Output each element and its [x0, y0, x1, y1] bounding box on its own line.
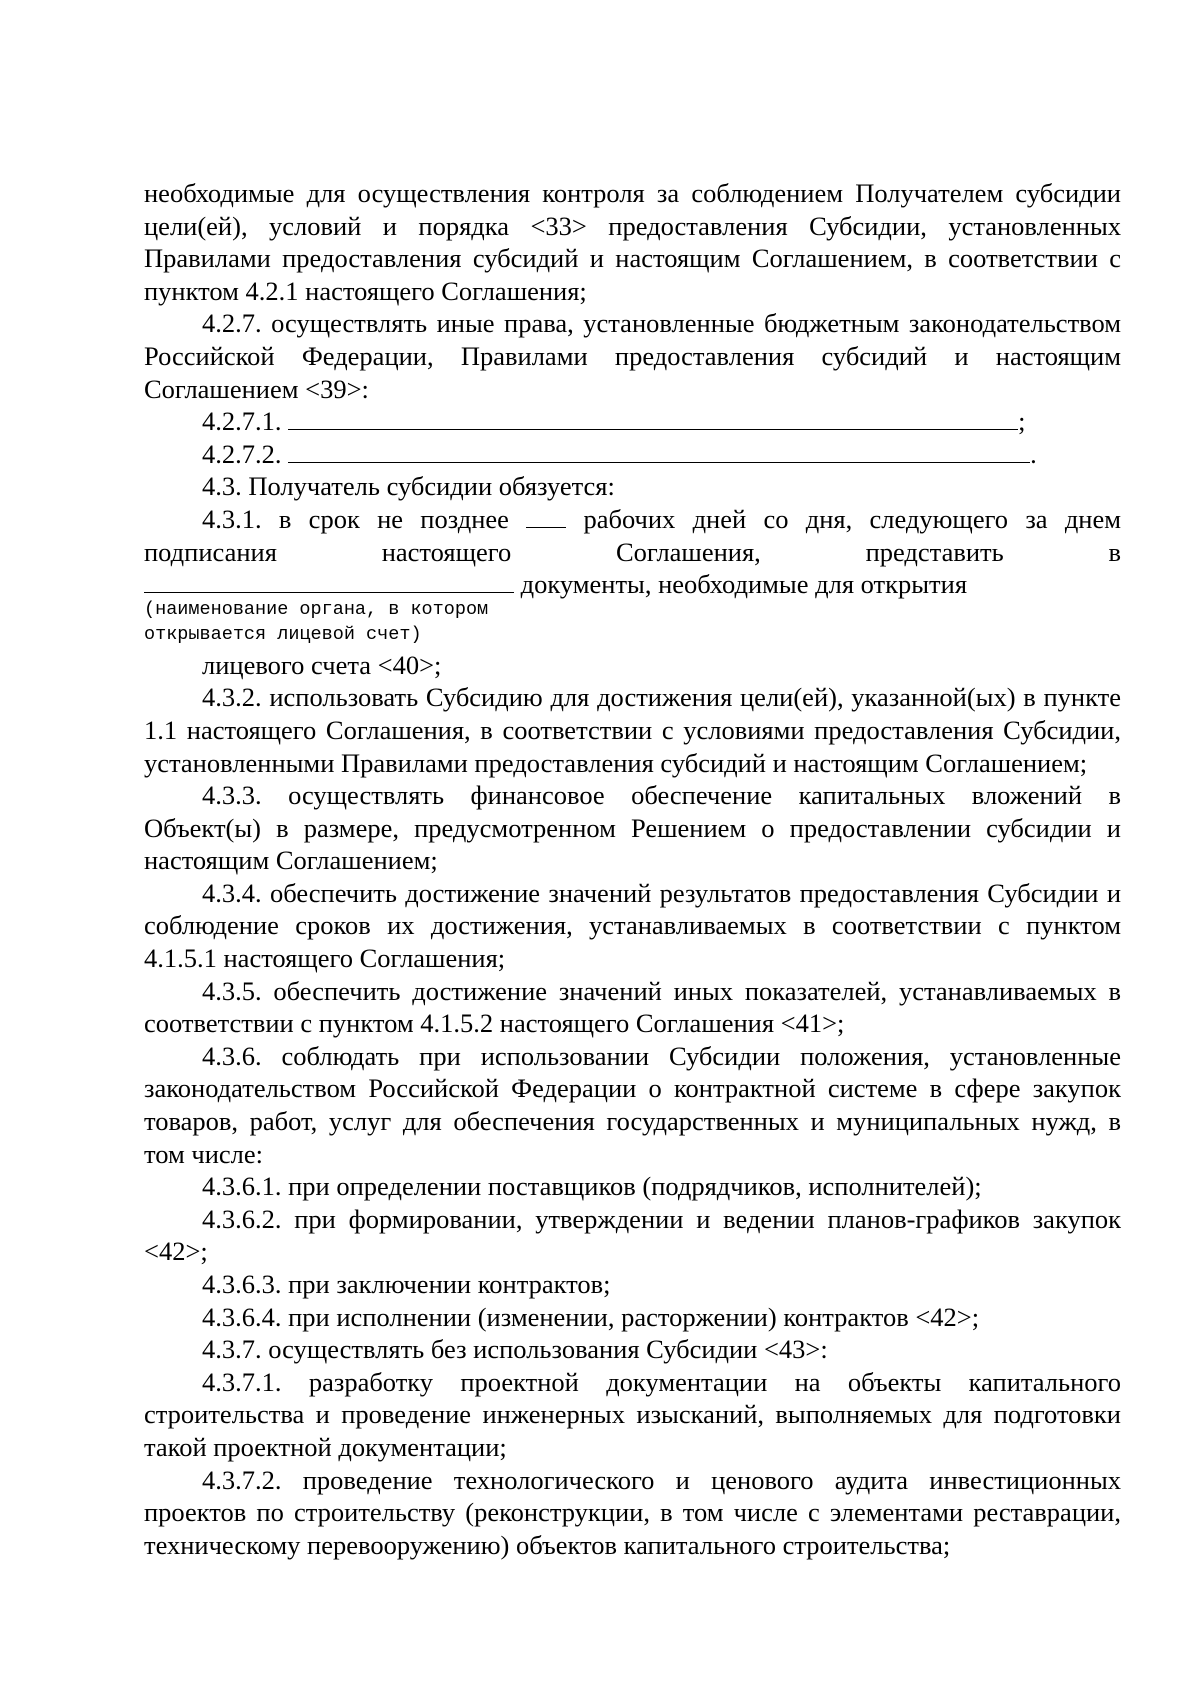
blank-fill-line	[288, 405, 1018, 430]
item-label: 4.2.7.2.	[202, 438, 282, 469]
paragraph-4-2-7-1	[144, 405, 1121, 438]
paragraph-4-3-1-line2: подписания настоящего Соглашения, представить в	[144, 536, 1121, 567]
blank-days-line	[526, 503, 566, 528]
paragraph-4-3-5: 4.3.5. обеспечить достижение значений иных показателей, устанавливаемых в соответствии с пунктом 4.1.5.2 настоящего Соглашения <41>;	[144, 975, 1121, 1039]
blank-organ-line	[144, 568, 514, 593]
blank-fill-line	[288, 438, 1030, 463]
paragraph-4-3-1-tail: лицевого счета <40>;	[202, 649, 442, 680]
caption-line: открывается лицевой счет)	[144, 623, 422, 645]
paragraph-4-2-7-2	[144, 438, 1121, 471]
paragraph-4-3-6-4: 4.3.6.4. при исполнении (изменении, расторжении) контрактов <42>;	[202, 1301, 980, 1332]
item-end: .	[1030, 438, 1037, 469]
caption-line: (наименование органа, в котором	[144, 598, 489, 620]
paragraph-4-3-7-2: 4.3.7.2. проведение технологического и ценового аудита инвестиционных проектов по строительству (реконструкции, в том числе с элементами реставрации, техническому перевооружению) объектов капитального строительства;	[144, 1464, 1121, 1560]
document-page	[144, 177, 1121, 1561]
text-fragment: документы, необходимые для открытия	[520, 569, 968, 600]
item-label: 4.2.7.1.	[202, 406, 282, 437]
paragraph-4-3-2: 4.3.2. использовать Субсидию для достижения цели(ей), указанной(ых) в пункте 1.1 настоящего Соглашения, в соответствии с условиями предоставления Субсидии, установленными Правилами предоставления субсидий и настоящим Соглашением;	[144, 682, 1121, 778]
paragraph-4-3-3: 4.3.3. осуществлять финансовое обеспечение капитальных вложений в Объект(ы) в размере, предусмотренном Решением о предоставлении субсидии и настоящим Соглашением;	[144, 780, 1121, 876]
text-fragment: 4.3.1. в срок не позднее	[202, 503, 509, 534]
item-end: ;	[1018, 406, 1026, 437]
paragraph-intro: необходимые для осуществления контроля за соблюдением Получателем субсидии цели(ей), условий и порядка <33> предоставления Субсидии, установленных Правилами предоставления субсидий и настоящим Соглашением, в соответствии с пунктом 4.2.1 настоящего Соглашения;	[144, 178, 1121, 306]
paragraph-4-3-4: 4.3.4. обеспечить достижение значений результатов предоставления Субсидии и соблюдение сроков их достижения, устанавливаемых в соответствии с пунктом 4.1.5.1 настоящего Соглашения;	[144, 877, 1121, 974]
paragraph-4-2-7: 4.2.7. осуществлять иные права, установленные бюджетным законодательством Российской Федерации, Правилами предоставления субсидий и настоящим Соглашением <39>:	[144, 308, 1121, 404]
text-fragment: рабочих дней со дня, следующего за днем	[583, 503, 1122, 534]
paragraph-4-3-6-3: 4.3.6.3. при заключении контрактов;	[202, 1269, 611, 1299]
paragraph-4-3-7-1: 4.3.7.1. разработку проектной документации на объекты капитального строительства и проведение инженерных изысканий, выполняемых для подготовки такой проектной документации;	[144, 1366, 1121, 1462]
field-caption	[144, 597, 1121, 647]
paragraph-4-3-7: 4.3.7. осуществлять без использования Субсидии <43>:	[202, 1334, 828, 1365]
paragraph-4-3-6: 4.3.6. соблюдать при использовании Субсидии положения, установленные законодательством Российской Федерации о контрактной системе в сфере закупок товаров, работ, услуг для обеспечения государственных и муниципальных нужд, в том числе:	[144, 1040, 1121, 1169]
paragraph-4-3-1-line1	[144, 503, 1121, 536]
paragraph-4-3-6-1: 4.3.6.1. при определении поставщиков (подрядчиков, исполнителей);	[202, 1171, 982, 1202]
paragraph-4-3: 4.3. Получатель субсидии обязуется:	[202, 471, 615, 502]
paragraph-4-3-6-2: 4.3.6.2. при формировании, утверждении и ведении планов-графиков закупок <42>;	[144, 1203, 1121, 1267]
